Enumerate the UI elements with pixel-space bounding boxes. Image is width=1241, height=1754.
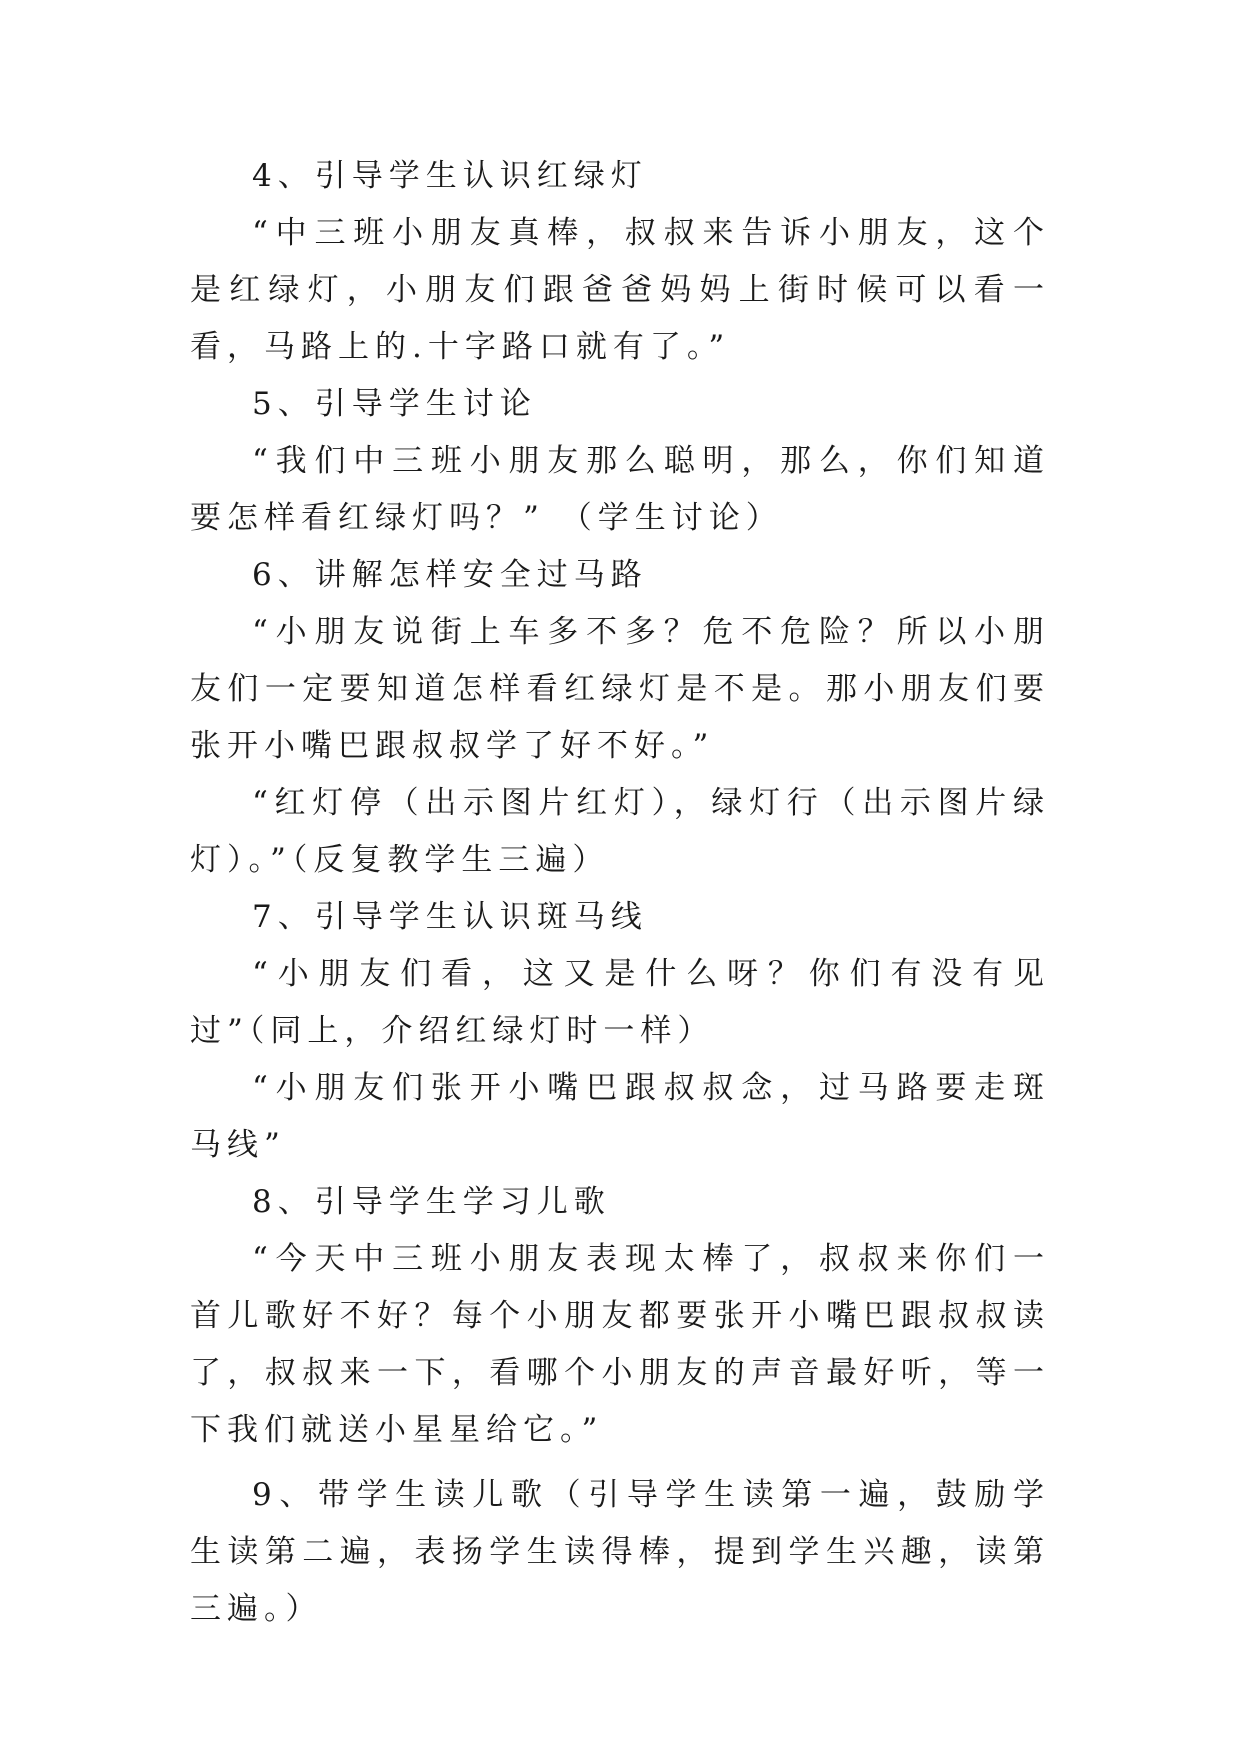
section-heading-6: 6、讲解怎样安全过马路	[252, 557, 648, 593]
section-heading-8: 8、引导学生学习儿歌	[252, 1184, 611, 1220]
paragraph-discussion: “我们中三班小朋友那么聪明，那么，你们知道要怎样看红绿灯吗？” （学生讨论）	[190, 443, 1050, 536]
paragraph-nursery-rhyme-intro: “今天中三班小朋友表现太棒了，叔叔来你们一首儿歌好不好？每个小朋友都要张开小嘴巴跟叔叔读了，叔叔来一下，看哪个小朋友的声音最好听，等一下我们就送小星星给它。”	[190, 1241, 1050, 1448]
paragraph-traffic-light-intro: “中三班小朋友真棒，叔叔来告诉小朋友，这个是红绿灯，小朋友们跟爸爸妈妈上街时候可以看一看，马路上的.十字路口就有了。”	[190, 215, 1050, 365]
section-heading-7: 7、引导学生认识斑马线	[252, 899, 648, 935]
section-heading-4: 4、引导学生认识红绿灯	[252, 158, 648, 194]
paragraph-safety-explanation: “小朋友说街上车多不多？危不危险？所以小朋友们一定要知道怎样看红绿灯是不是。那小朋友们要张开小嘴巴跟叔叔学了好不好。”	[190, 614, 1050, 764]
section-heading-9: 9、带学生读儿歌（引导学生读第一遍，鼓励学生读第二遍，表扬学生读得棒，提到学生兴趣，读第三遍。）	[190, 1477, 1050, 1627]
paragraph-zebra-crossing-chant: “小朋友们张开小嘴巴跟叔叔念，过马路要走斑马线”	[190, 1070, 1050, 1163]
paragraph-red-green-rule: “红灯停（出示图片红灯），绿灯行（出示图片绿灯）。”（反复教学生三遍）	[190, 785, 1050, 878]
paragraph-zebra-crossing-question: “小朋友们看，这又是什么呀？你们有没有见过”（同上，介绍红绿灯时一样）	[190, 956, 1050, 1049]
document-body	[190, 148, 1050, 1638]
section-heading-5: 5、引导学生讨论	[252, 386, 537, 422]
